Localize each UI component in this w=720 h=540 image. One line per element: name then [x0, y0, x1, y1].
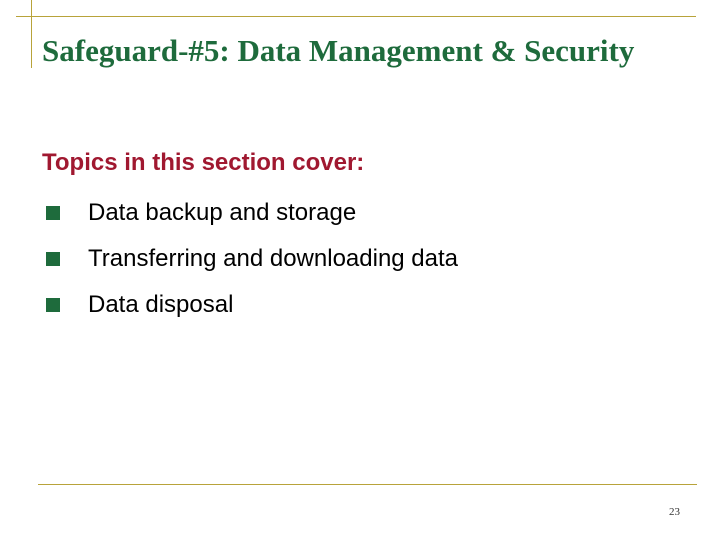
slide-body — [42, 146, 682, 328]
square-bullet-icon — [46, 206, 60, 220]
bullet-item — [42, 236, 682, 282]
bullet-text: Data backup and storage — [88, 199, 357, 226]
bullet-item — [42, 190, 682, 236]
square-bullet-icon — [46, 298, 60, 312]
slide-title: Safeguard-#5: Data Management & Security — [42, 33, 635, 68]
bullet-item — [42, 282, 682, 328]
frame-left-line — [31, 0, 32, 68]
section-subheading: Topics in this section cover: — [42, 149, 365, 176]
square-bullet-icon — [46, 252, 60, 266]
bullet-list — [42, 190, 682, 328]
bullet-text: Data disposal — [88, 291, 234, 318]
page-number: 23 — [669, 506, 680, 518]
frame-bottom-line — [38, 484, 697, 485]
frame-top-line — [16, 16, 696, 17]
bullet-text: Transferring and downloading data — [88, 245, 459, 272]
